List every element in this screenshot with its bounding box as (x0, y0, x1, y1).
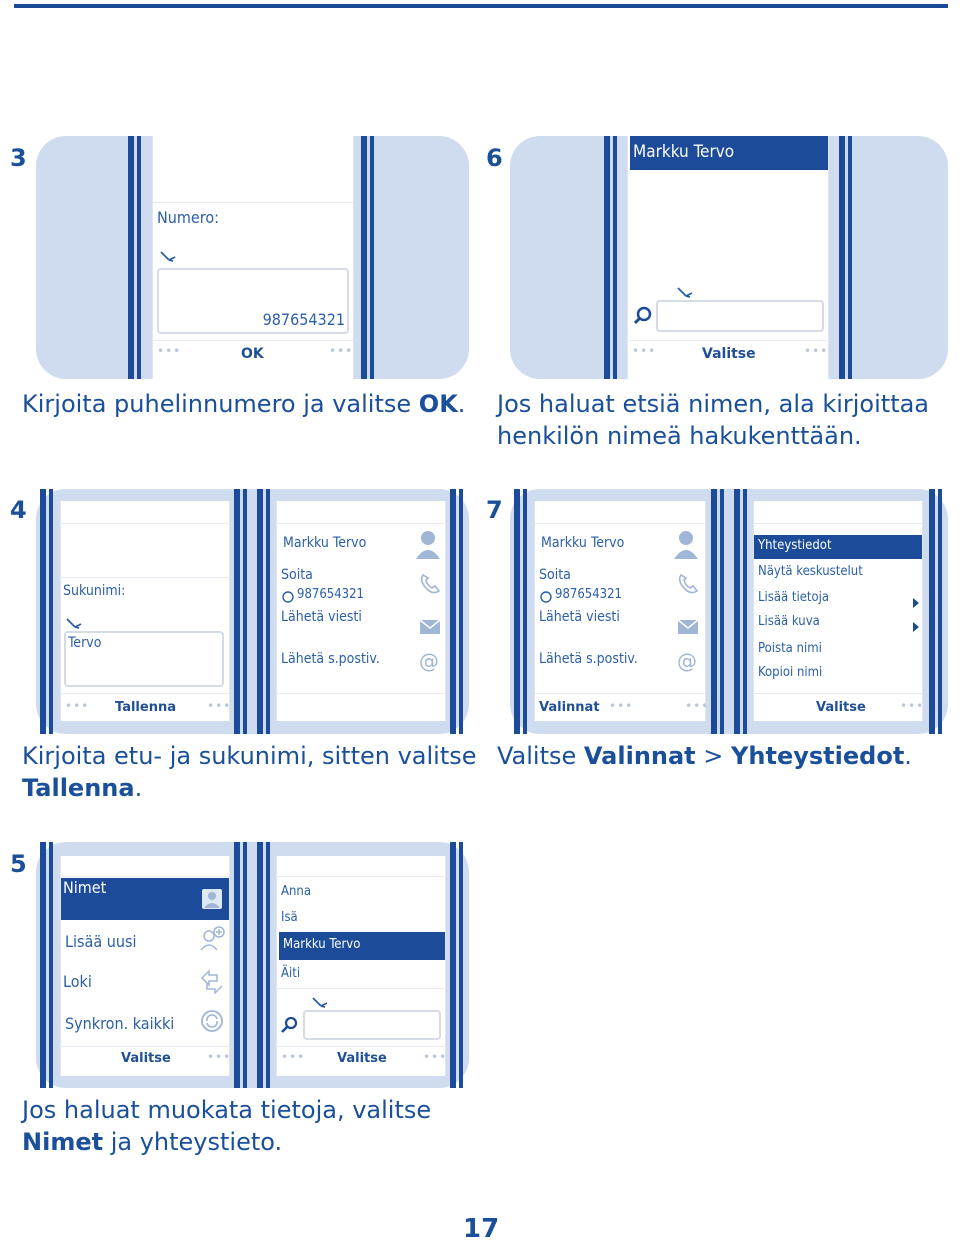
search-icon (281, 1016, 299, 1038)
menu-item-names[interactable] (61, 878, 229, 920)
phone-screen-names-list (276, 856, 446, 1076)
phone-frame-middle-left (711, 489, 729, 734)
step-6-caption (497, 388, 929, 452)
caption-end: . (134, 774, 143, 802)
contact-number: 987654321 (297, 587, 364, 602)
step-6-panel (510, 136, 948, 379)
phone-screen (152, 136, 354, 379)
step-5-caption (22, 1094, 431, 1158)
svg-text:@: @ (677, 649, 697, 673)
top-rule (14, 4, 948, 8)
phone-frame-left (40, 489, 58, 734)
caption-end: ja yhteystieto. (103, 1128, 283, 1156)
step-number-5: 5 (10, 850, 27, 878)
add-contact-icon (199, 926, 225, 956)
list-item-label: Markku Tervo (283, 937, 361, 952)
person-icon (415, 529, 441, 563)
number-value: 987654321 (262, 310, 345, 329)
softkey-dots-left: ••• (281, 1050, 306, 1064)
softkey-dots-right: ••• (804, 344, 829, 358)
caption-end: . (904, 742, 912, 770)
caption-bold: OK (418, 390, 458, 418)
number-input[interactable] (157, 268, 349, 334)
phone-frame-middle-right (257, 842, 275, 1088)
contact-card-icon (201, 888, 223, 914)
envelope-icon (677, 619, 699, 639)
sync-icon (199, 1008, 225, 1038)
caption-bold: Nimet (22, 1128, 104, 1156)
softkey-dots-right: ••• (423, 1050, 448, 1064)
select-softkey[interactable]: Valitse (702, 346, 756, 362)
phone-frame-right (839, 136, 857, 379)
softkey-dots-right: ••• (207, 699, 232, 713)
caption-bold-options: Valinnat (583, 742, 696, 770)
phone-icon (419, 573, 441, 599)
phone-screen-contact (534, 501, 710, 721)
contact-name: Markku Tervo (541, 535, 625, 551)
menu-item-log[interactable]: Loki (63, 972, 92, 991)
phone-frame-middle-left (234, 842, 252, 1088)
menu-item-show-conversations[interactable]: Näytä keskustelut (758, 564, 863, 579)
at-icon (417, 649, 441, 677)
caption-line-1: Jos haluat muokata tietoja, valitse (22, 1096, 432, 1124)
email-option[interactable]: Lähetä s.postiv. (539, 651, 638, 667)
phone-frame-middle-right (257, 489, 275, 734)
call-option[interactable]: Soita (281, 567, 313, 583)
search-input[interactable] (303, 1010, 441, 1040)
phone-frame-left (514, 489, 532, 734)
step-7-caption (497, 740, 912, 772)
surname-value: Tervo (68, 635, 102, 651)
svg-text:@: @ (419, 649, 439, 673)
list-item[interactable]: Anna (281, 884, 311, 899)
number-label: Numero: (157, 208, 219, 227)
list-item[interactable]: Äiti (281, 966, 301, 981)
save-softkey[interactable]: Tallenna (115, 700, 176, 715)
phone-frame-right (929, 489, 947, 734)
step-4-panel (36, 489, 469, 734)
softkey-dots-left: ••• (632, 344, 657, 358)
softkey-dots-left: ••• (65, 699, 90, 713)
select-softkey[interactable]: Valitse (337, 1051, 387, 1066)
caption-bold-contact-details: Yhteystiedot (731, 742, 905, 770)
envelope-icon (419, 619, 441, 639)
menu-item-add-new[interactable]: Lisää uusi (65, 932, 137, 951)
email-option[interactable]: Lähetä s.postiv. (281, 651, 380, 667)
phone-frame-left (604, 136, 622, 379)
contact-name: Markku Tervo (283, 535, 367, 551)
softkey-dots-left: ••• (157, 344, 182, 358)
phone-screen-edit (60, 501, 230, 721)
phone-frame-middle-right (734, 489, 752, 734)
menu-item-add-image[interactable]: Lisää kuva (758, 614, 820, 629)
menu-item-add-details[interactable]: Lisää tietoja (758, 590, 830, 605)
page-number: 17 (463, 1214, 500, 1244)
step-number-4: 4 (10, 496, 27, 524)
select-softkey[interactable]: Valitse (816, 700, 866, 715)
step-number-3: 3 (10, 144, 27, 172)
search-icon (633, 306, 653, 330)
step-number-7: 7 (486, 496, 503, 524)
phone-frame-right (450, 842, 468, 1088)
search-input[interactable] (656, 300, 824, 332)
softkey-dots-right: ••• (900, 699, 925, 713)
select-softkey[interactable]: Valitse (121, 1051, 171, 1066)
phone-frame-middle-left (234, 489, 252, 734)
phone-number-icon (539, 589, 553, 608)
caption-text: Valitse (497, 742, 584, 770)
phone-frame-right (450, 489, 468, 734)
caption-line-1: Kirjoita etu- ja sukunimi, sitten valitse (22, 742, 477, 770)
contact-number: 987654321 (555, 587, 622, 602)
phone-icon (677, 573, 699, 599)
chevron-right-icon (912, 617, 920, 636)
options-softkey[interactable]: Valinnat (539, 700, 600, 715)
softkey-dots-right: ••• (329, 344, 354, 358)
caption-line-2: henkilön nimeä hakukenttään. (497, 422, 862, 450)
ok-softkey[interactable]: OK (241, 346, 264, 362)
surname-label: Sukunimi: (63, 583, 126, 599)
menu-item-label: Nimet (63, 878, 107, 897)
pen-icon (159, 248, 177, 267)
softkey-dots-right: ••• (207, 1050, 232, 1064)
menu-item-sync-all[interactable]: Synkron. kaikki (65, 1014, 175, 1033)
step-5-panel (36, 842, 469, 1088)
header-highlight[interactable] (630, 136, 828, 170)
caption-line-1: Jos haluat etsiä nimen, ala kirjoittaa (497, 390, 930, 418)
log-arrows-icon (199, 968, 225, 998)
at-icon (675, 649, 699, 677)
softkey-dots-right: ••• (685, 699, 710, 713)
phone-frame-right (361, 136, 379, 379)
message-option[interactable]: Lähetä viesti (281, 609, 362, 625)
step-3-panel (36, 136, 469, 379)
phone-screen-contacts-menu (60, 856, 230, 1076)
surname-input[interactable] (64, 631, 224, 687)
phone-frame-left (128, 136, 146, 379)
person-icon (673, 529, 699, 563)
menu-item-contact-details[interactable] (754, 535, 922, 559)
call-option[interactable]: Soita (539, 567, 571, 583)
step-7-panel (510, 489, 948, 734)
phone-screen (627, 136, 829, 379)
phone-screen-options-menu (753, 501, 923, 721)
caption-text: Kirjoita puhelinnumero ja valitse (22, 390, 419, 418)
list-item-selected[interactable] (279, 932, 445, 960)
message-option[interactable]: Lähetä viesti (539, 609, 620, 625)
phone-screen-contact (276, 501, 446, 721)
caption-separator: > (695, 742, 732, 770)
menu-item-label: Yhteystiedot (758, 538, 832, 553)
step-number-6: 6 (486, 144, 503, 172)
chevron-right-icon (912, 593, 920, 612)
phone-number-icon (281, 589, 295, 608)
menu-item-delete-name[interactable]: Poista nimi (758, 641, 822, 656)
header-title: Markku Tervo (633, 142, 735, 162)
list-item[interactable]: Isä (281, 910, 298, 925)
phone-frame-left (40, 842, 58, 1088)
step-3-caption (22, 388, 465, 420)
step-4-caption (22, 740, 477, 804)
caption-end: . (457, 390, 466, 418)
softkey-dots-left: ••• (609, 699, 634, 713)
caption-bold: Tallenna (22, 774, 135, 802)
menu-item-copy-name[interactable]: Kopioi nimi (758, 665, 823, 680)
